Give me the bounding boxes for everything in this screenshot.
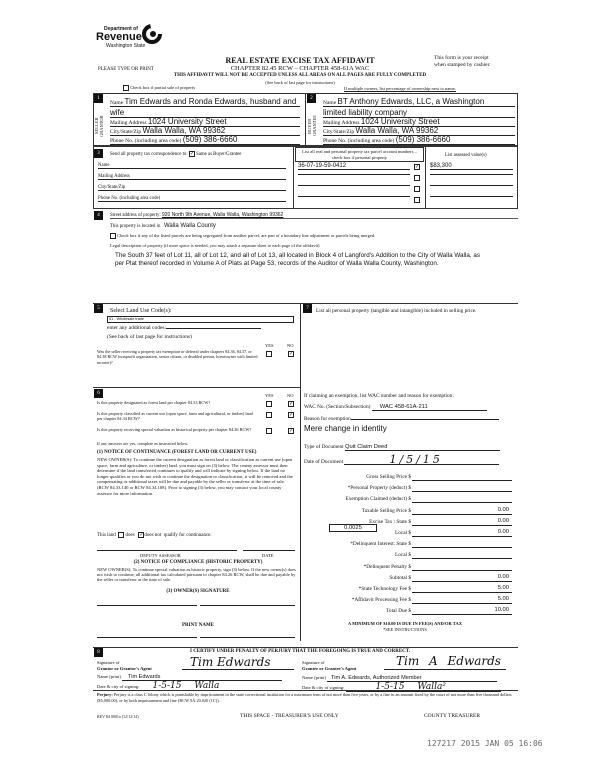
parcel-number[interactable] (298, 174, 410, 175)
fee-label: Subtotal $ (389, 574, 411, 581)
treasurer-use-label: THIS SPACE - TREASURER'S USE ONLY (240, 713, 339, 719)
does-checkbox[interactable] (118, 532, 124, 538)
logo-line: Department of (104, 26, 138, 32)
label: Send all property tax correspondence to: (110, 152, 188, 158)
section-number: 2 (307, 94, 316, 103)
fee-label: *Delinquent Interest: State $ (350, 541, 411, 548)
parcel-number[interactable]: 36-07-19-59-0412 (298, 163, 410, 170)
fee-value[interactable]: 0.00 (412, 507, 512, 515)
fee-label: Total Due $ (386, 608, 411, 615)
doc-type-row: Type of Document Quit Claim Deed (304, 444, 500, 451)
divider (293, 146, 294, 209)
fee-label: *Personal Property (deduct) $ (347, 485, 411, 492)
partial-sale-label: Check box if partial sale of property (130, 85, 196, 91)
no-header: NO (287, 393, 294, 398)
buyer-name-cont[interactable]: limited liability company (323, 108, 515, 118)
label: Phone No. (including area code) (323, 138, 395, 144)
fee-value[interactable] (412, 540, 512, 548)
designation-question: Is this property designated as forest land per chapter 84.33 RCW? (97, 400, 211, 405)
fee-value[interactable] (412, 473, 512, 481)
buyer-side-label: BUYER GRANTEE (307, 115, 317, 137)
street-address-row (110, 212, 518, 219)
grantee-print-name[interactable]: Tim A. Edwards, Authorized Member (327, 675, 497, 682)
perjury-notice: Perjury: Perjury is a class C felony which is punishable by imprisonment in the state correctional institution for a maximum term of not more than five years, or by a fine in an amount fixed by the court of not more than five thousand dollars ($5,000.00), or by both imprisonment and fine (RCW 9A.20.020 (1C)). (97, 692, 512, 703)
form-subtitle: CHAPTER 82.45 RCW – CHAPTER 458-61A WAC (230, 65, 370, 72)
label: Same as Buyer/Grantee (196, 152, 242, 158)
logo-line: Revenue (96, 31, 142, 43)
exemption-yes-checkbox[interactable] (266, 351, 272, 357)
partial-sale-checkbox[interactable] (123, 85, 195, 91)
assessed-value[interactable] (430, 174, 513, 175)
date-label: DATE (262, 553, 274, 558)
label: Phone No. (including area code) (110, 138, 182, 144)
assessor-signature-line[interactable] (97, 550, 237, 551)
buyer-city[interactable]: Walla Walla, WA 99362 (355, 126, 439, 135)
buyer-name[interactable]: BT Anthony Edwards, LLC, a Washington (337, 97, 485, 106)
notice-compliance-text: NEW OWNER(S): To continue special valuation as historic property, sign (3) below. If the new owner(s) does not wish to continue, all additional tax calculated pursuant to chapter 84.26 RCW, shall be due and payable by the seller or transferor at the time of sale. (97, 567, 296, 583)
reason-line (351, 419, 499, 420)
designation-yes-checkbox[interactable] (266, 428, 272, 434)
buyer-mailing-address[interactable]: 1024 University Street (360, 117, 440, 126)
grantor-date-row: Date & city of signing: 1-5-15 Walla (97, 682, 281, 691)
dor-logo (96, 24, 166, 54)
print-name-line[interactable] (200, 637, 295, 638)
fee-value[interactable]: 0.00 (412, 529, 512, 537)
print-name-label: PRINT NAME (182, 623, 214, 628)
parcel-number[interactable] (298, 196, 410, 197)
fee-label: Gross Selling Price $ (366, 474, 411, 480)
grantee-date-city[interactable]: 1-5-15 Walla² (346, 683, 501, 692)
fee-value[interactable]: 10.00 (412, 607, 512, 615)
corr-phone-field[interactable]: Phone No. (including area code) (98, 196, 286, 202)
property-street-address[interactable]: 920 North 9th Avenue, Walla Walla, Washington 99362 (161, 212, 284, 218)
section-number: 8 (94, 648, 103, 657)
seller-phone[interactable]: (509) 386-6660 (182, 135, 238, 144)
grantor-sig-label: Grantor or Grantor's Agent (97, 666, 152, 671)
fee-label: Exemption Claimed (deduct) $ (345, 496, 411, 503)
grantee-date-row: Date & city of signing: 1-5-15 Walla² (302, 683, 501, 692)
document-date[interactable]: 1/5/15 (344, 455, 499, 465)
personal-property-checkbox[interactable] (414, 186, 420, 192)
grantee-name-row: Name (print) Tim A. Edwards, Authorized Member (302, 675, 497, 682)
see-back: (See back of last page for instructions) (265, 80, 335, 85)
personal-property-checkbox[interactable]: ✓ (415, 164, 420, 170)
designation-question: Is this property classified as current use (open space, farm and agricultural, or timber) land per chapter 84.34 RCW? (97, 411, 253, 422)
section-number: 4 (94, 211, 103, 220)
fee-label: Taxable Selling Price $ (361, 507, 411, 514)
fee-value[interactable] (412, 495, 512, 503)
fee-label: Local $ (394, 552, 411, 559)
fee-label: Excise Tax : State $ (369, 518, 411, 525)
warning: THIS AFFIDAVIT WILL NOT BE ACCEPTED UNLESS ALL AREAS ON ALL PAGES ARE FULLY COMPLETED (173, 73, 427, 78)
corr-name-field[interactable]: Name (98, 163, 286, 169)
wac-row: WAC No. (Section/Subsection) WAC 458-61A-211 (304, 404, 516, 411)
deputy-assessor-label: DEPUTY ASSESSOR (140, 553, 181, 558)
see-back: (See back of last page for instructions) (107, 334, 192, 340)
section-number: 5 (94, 304, 103, 313)
owner-signature-title: (3) OWNER(S) SIGNATURE (166, 589, 230, 594)
assessed-value-header: List assessed value(s) (445, 153, 487, 158)
label: Check box if any of the listed parcels are being segregated from another parcel, are part of a boundary line adjustment or parcels being merged. (117, 233, 376, 239)
receipt-note: This form is your receipt (434, 55, 489, 61)
divider (305, 93, 306, 146)
please-type: PLEASE TYPE OR PRINT (98, 67, 154, 72)
yes-header: YES (265, 393, 274, 398)
fee-value[interactable]: 5.00 (412, 585, 512, 593)
if-yes-note: If any answers are yes, complete as instructed below. (97, 441, 189, 446)
exemption-no-checkbox[interactable]: ✓ (289, 351, 294, 357)
form-title: REAL ESTATE EXCISE TAX AFFIDAVIT (225, 56, 375, 65)
label: Street address of property: (110, 213, 161, 218)
label: enter any additional codes: (107, 325, 167, 331)
assessed-value[interactable] (430, 185, 513, 186)
assessed-value[interactable] (430, 196, 513, 197)
receipt-note: when stamped by cashier. (434, 62, 491, 68)
designation-yes-checkbox[interactable] (266, 412, 272, 418)
logo-line: Washington State (106, 43, 146, 49)
divider (300, 303, 301, 598)
designation-no-checkbox[interactable]: ✓ (289, 401, 294, 407)
label: This property is located in (110, 224, 161, 229)
certify-statement: I CERTIFY UNDER PENALTY OF PERJURY THAT THE FOREGOING IS TRUE AND CORRECT. (189, 649, 411, 654)
fee-value[interactable] (412, 563, 512, 571)
owner-signature-line[interactable] (200, 605, 295, 606)
notice-continuance-title: (1) NOTICE OF CONTINUANCE (FOREST LAND OR CURRENT USE) (97, 450, 257, 455)
grantor-print-name[interactable]: Tim Edwards (122, 674, 282, 681)
grantee-sig-label: Signature of (302, 660, 325, 665)
grantee-sig-label: Grantee or Grantee's Agent (302, 666, 357, 671)
same-as-buyer-checkbox[interactable]: ✓ (189, 151, 195, 157)
seller-side-label: SELLER GRANTOR (94, 115, 104, 137)
section-number: 1 (94, 94, 103, 103)
fee-value[interactable] (412, 551, 512, 559)
designation-yes-checkbox[interactable] (266, 401, 272, 407)
seller-mailing-address[interactable]: 1024 University Street (147, 117, 227, 126)
fee-value[interactable]: 5.00 (412, 596, 512, 604)
parcel-number[interactable] (298, 185, 410, 186)
segregated-checkbox[interactable] (110, 233, 375, 239)
notice-compliance-title: (2) NOTICE OF COMPLIANCE (HISTORIC PROPERTY) (133, 560, 263, 565)
multiple-owners-note: If multiple owners, list percentage of ownership next to name. (344, 86, 456, 91)
continuance-row: This land does ✓does not qualify for continuance. (97, 532, 212, 539)
does-not-checkbox[interactable]: ✓ (139, 532, 144, 538)
section-number: 7 (303, 304, 312, 313)
parcel-header: List all real and personal property tax parcel account numbers – check box if personal property (295, 147, 424, 162)
treasurer-stamp: 127217 2015 JAN 05 16:06 (427, 739, 543, 748)
exemption-claim-label: If claiming an exemption, list WAC number and reason for exemption: (304, 393, 454, 399)
label: Mailing Address (110, 120, 147, 126)
fee-label: Local $ (394, 530, 411, 536)
section-number: 3 (94, 149, 103, 158)
wac-number[interactable]: WAC 458-61A-211 (372, 404, 487, 411)
no-header: NO (287, 343, 294, 348)
form-revision: REV 84 0001a (12/12/14) (97, 714, 139, 719)
additional-codes-input[interactable] (166, 328, 261, 329)
fee-value[interactable] (412, 484, 512, 492)
corr-city-field[interactable]: City/State/Zip (98, 185, 286, 191)
legal-description[interactable]: The South 37 feet of Lot 11, all of Lot 12, and all of Lot 13, all located in Block 4 of Langford's Addition to the City of Walla Walla, as per Plat thereof recorded in Volume A of Plats at Page 53, records of the Auditor of Walla Walla County, Washington. (115, 252, 481, 268)
reason-row: Reason for exemption (304, 416, 499, 422)
personal-property-checkbox[interactable] (414, 175, 420, 181)
local-rate-field[interactable]: 0.0025 (329, 524, 377, 532)
assessor-date-line[interactable] (243, 550, 295, 551)
grantor-name-row: Name (print) Tim Edwards (97, 674, 282, 681)
print-name-line[interactable] (97, 637, 197, 638)
minimum-due-note: A MINIMUM OF $10.00 IS DUE IN FEE(S) AND/OR TAX (348, 621, 462, 626)
designation-question: Is this property receiving special valuation as historical property per chapter 84.26 RCW? (97, 427, 252, 432)
see-instructions: *SEE INSTRUCTIONS (383, 627, 427, 632)
label: Name (110, 100, 124, 106)
legal-desc-label: Legal description of property (if more space is needed, you may attach a separate sheet to each page of the affidavit) (110, 243, 320, 248)
seller-city[interactable]: Walla Walla, WA 99362 (142, 126, 226, 135)
send-correspondence (110, 151, 241, 157)
personal-property-label: List all personal property (tangible and intangible) included in selling price. (316, 308, 477, 314)
divider (300, 597, 301, 641)
county-treasurer-label: COUNTY TREASURER (424, 713, 481, 719)
fee-value[interactable]: 0.00 (412, 518, 512, 526)
corr-mail-field[interactable]: Mailing Address (98, 174, 286, 180)
buyer-phone[interactable]: (509) 386-6660 (395, 135, 451, 144)
label: City/State/Zip (110, 129, 142, 135)
logo-swirl-icon (142, 24, 162, 44)
exemption-question: Was the seller receiving a property tax exemption or deferral under chapters 84.36, 84.37, or 84.38 RCW (nonprofit organization, senior citizen, or disabled person, homeowner with limited income)? (97, 349, 258, 365)
section-number: 6 (94, 389, 103, 398)
seller-name[interactable]: Tim Edwards and Ronda Edwards, husband and (124, 97, 297, 106)
fee-label: *Affidavit Processing Fee $ (351, 597, 411, 604)
document-type[interactable]: Quit Claim Deed (345, 444, 500, 451)
assessed-value[interactable]: $83,300 (430, 163, 513, 170)
label: Name (323, 100, 337, 106)
owner-signature-line[interactable] (97, 605, 197, 606)
grantor-signature[interactable]: Tim Edwards (182, 656, 294, 670)
fee-label: *State Technology Fee $ (358, 586, 411, 592)
additional-codes-row (107, 325, 290, 331)
doc-date-row: Date of Document 1/5/15 (304, 455, 499, 465)
grantor-date-city[interactable]: 1-5-15 Walla (141, 682, 281, 691)
fee-value[interactable]: 0.00 (412, 574, 512, 582)
divider (425, 146, 426, 209)
notice-continuance-text: NEW OWNER(S): To continue the current designation as forest land or classification as current use (open space, farm and agriculture, or timber) land, you must sign on (3) below. The county assessor must then determine if the land transferred continues to qualify and will indicate by signing below. If the land no longer qualifies or you do not wish to continue the designation or classification, it will be removed and the compensating or additional taxes will be due and payable by the seller or transferor at the time of sale. (RCW 84.33.140 or RCW 84.34.108). Prior to signing (3) below, you may contact your local county assessor for more information. (97, 457, 293, 496)
land-use-code-select[interactable]: 51 - Wholesale trade (107, 316, 294, 323)
exemption-reason[interactable]: Mere change in identity (304, 424, 387, 433)
grantor-sig-label: Signature of (97, 660, 120, 665)
divider (93, 647, 518, 648)
label: City/State/Zip (323, 129, 355, 135)
seller-name-cont[interactable]: wife (110, 108, 300, 118)
designation-no-checkbox[interactable]: ✓ (289, 412, 294, 418)
yes-header: YES (265, 343, 274, 348)
designation-no-checkbox[interactable]: ✓ (289, 428, 294, 434)
divider (93, 387, 300, 388)
divider (93, 690, 518, 691)
label: Mailing Address (323, 120, 360, 126)
personal-property-checkbox[interactable] (414, 197, 420, 203)
fee-label: *Delinquent Penalty $ (363, 563, 411, 570)
located-row (110, 223, 216, 229)
land-use-label: Select Land Use Code(s): (110, 308, 172, 314)
property-county[interactable]: Walla Walla County (163, 223, 216, 229)
grantee-signature[interactable]: Tim A Edwards (384, 654, 506, 670)
